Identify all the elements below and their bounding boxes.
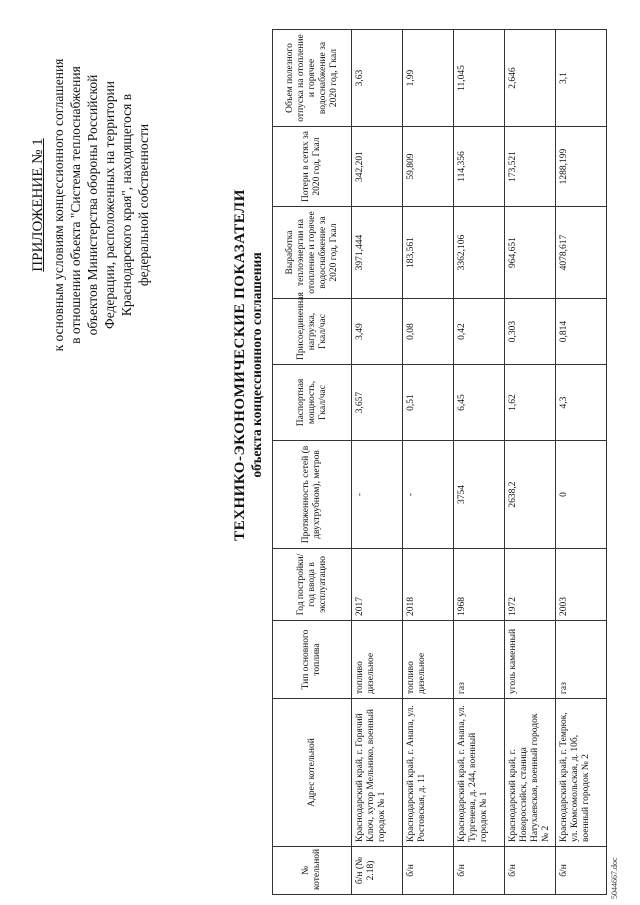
table-cell: 0,51 [403, 365, 454, 441]
heading-title: ТЕХНИКО-ЭКОНОМИЧЕСКИЕ ПОКАЗАТЕЛИ [232, 189, 248, 541]
column-header: Адрес котельной [273, 699, 352, 847]
table-header-row [273, 30, 352, 895]
table-cell: 342,201 [352, 127, 403, 207]
appendix-line: Федерации, расположенных на территории [102, 81, 117, 329]
table-cell: 3971,444 [352, 207, 403, 299]
appendix-line: объектов Министерства обороны Российской [85, 74, 100, 336]
table-cell: 3,657 [352, 365, 403, 441]
table-cell: - [352, 441, 403, 549]
table-cell: 4078,617 [556, 207, 607, 299]
table-cell: - [403, 441, 454, 549]
table-cell: топливо дизельное [403, 621, 454, 699]
column-header: Тип основного топлива [273, 621, 352, 699]
table-cell: газ [556, 621, 607, 699]
heading-subtitle: объекта концессионного соглашения [249, 252, 264, 478]
table-cell: 964,651 [505, 207, 556, 299]
column-header: Объем полезного отпуска на отопление и горячее водоснабжение за 2020 год, Гкал [273, 30, 352, 127]
column-header: Потери в сетях за 2020 год, Гкал [273, 127, 352, 207]
table-cell: 3754 [454, 441, 505, 549]
appendix-line: к основным условиям концессионного соглашения [51, 58, 66, 352]
table-cell: уголь каменный [505, 621, 556, 699]
table-cell: Краснодарский край, г. Новороссийск, станица Натухаевская, военный городок № 2 [505, 699, 556, 847]
column-header: Год постройки/год ввода в эксплуатацию [273, 549, 352, 621]
table-cell: 59,809 [403, 127, 454, 207]
table-cell: 3,63 [352, 30, 403, 127]
table-cell: 1972 [505, 549, 556, 621]
column-header: Паспортная мощность, Гкал/час [273, 365, 352, 441]
table-cell: 2,646 [505, 30, 556, 127]
table-cell: 4,3 [556, 365, 607, 441]
table-cell: 3,49 [352, 299, 403, 365]
table-cell: б/н [403, 847, 454, 895]
table-row [403, 30, 454, 895]
table-cell: 1968 [454, 549, 505, 621]
table-cell: 11,045 [454, 30, 505, 127]
table-cell: 173,521 [505, 127, 556, 207]
table-cell: Краснодарский край, г. Горячий Ключ, хутор Мельнико, военный городок № 1 [352, 699, 403, 847]
table-cell: б/н (№ 2.18) [352, 847, 403, 895]
appendix-block [30, 0, 190, 905]
column-header: Выработка теплоэнергии на отопление и горячее водоснабжение за 2020 год, Гкал [273, 207, 352, 299]
document-footnote: 5044667.doc [610, 857, 619, 899]
document-heading [232, 0, 265, 755]
table-cell: б/н [556, 847, 607, 895]
column-header: Присоединенная нагрузка, Гкал/час [273, 299, 352, 365]
table-cell: 2017 [352, 549, 403, 621]
table-cell: 1,62 [505, 365, 556, 441]
table-cell: 2638,2 [505, 441, 556, 549]
table-cell: 0,814 [556, 299, 607, 365]
table-cell: б/н [454, 847, 505, 895]
column-header: № котельной [273, 847, 352, 895]
table-cell: 3362,106 [454, 207, 505, 299]
table-cell: 1288,199 [556, 127, 607, 207]
column-header: Протяженность сетей (в двухтрубном), метров [273, 441, 352, 549]
table-row [556, 30, 607, 895]
table-cell: б/н [505, 847, 556, 895]
table-cell: 2003 [556, 549, 607, 621]
table-cell: 6,45 [454, 365, 505, 441]
table-cell: Краснодарский край, г. Темрюк, ул. Комсомольская, д. 10б, военный городок № 2 [556, 699, 607, 847]
table-cell: Краснодарский край, г. Анапа, ул. Тургенева, д. 244, военный городок № 1 [454, 699, 505, 847]
indicators-table [272, 29, 607, 895]
appendix-line: в отношении объекта "Система теплоснабжения [68, 66, 83, 344]
table-cell: 3,1 [556, 30, 607, 127]
appendix-title: ПРИЛОЖЕНИЕ № 1 [30, 138, 46, 272]
table-cell: 1,99 [403, 30, 454, 127]
table-cell: топливо дизельное [352, 621, 403, 699]
table-cell: 183,561 [403, 207, 454, 299]
table-cell: 0,303 [505, 299, 556, 365]
table-cell: 114,356 [454, 127, 505, 207]
appendix-line: федеральной собственности [136, 123, 151, 287]
appendix-line: Краснодарского края", находящегося в [119, 93, 134, 317]
table-cell: 2018 [403, 549, 454, 621]
table-cell: 0,08 [403, 299, 454, 365]
table-row [454, 30, 505, 895]
table-cell: газ [454, 621, 505, 699]
table-row [352, 30, 403, 895]
table-cell: 0,42 [454, 299, 505, 365]
table-row [505, 30, 556, 895]
table-cell: Краснодарский край, г. Анапа, ул. Ростовская, д. 11 [403, 699, 454, 847]
table-cell: 0 [556, 441, 607, 549]
